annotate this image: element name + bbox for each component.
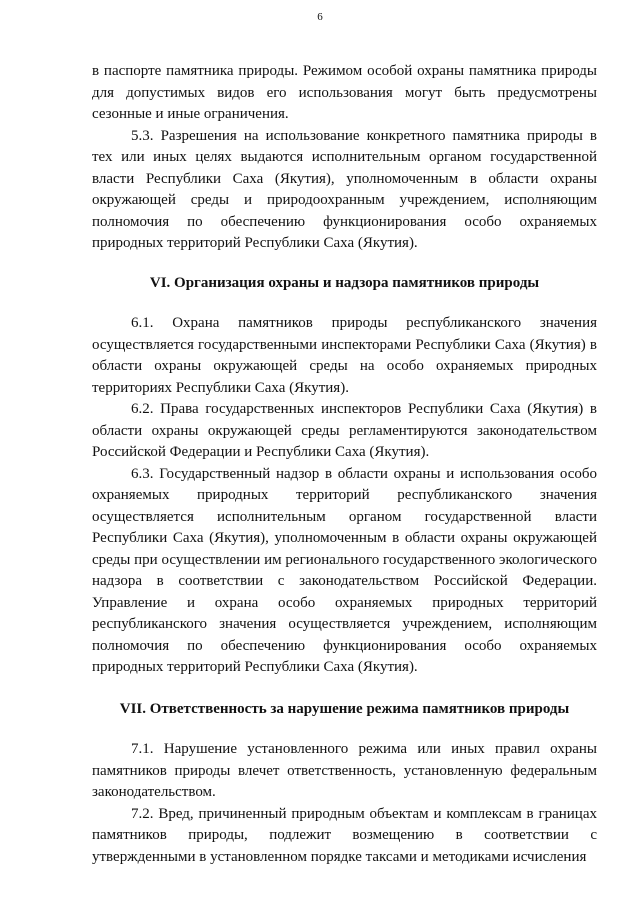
paragraph-7-1: 7.1. Нарушение установленного режима или иных правил охраны памятников природы влечет ответственность, установленную федеральным законодательством. [92, 741, 597, 800]
paragraph-6-3: 6.3. Государственный надзор в области охраны и использования особо охраняемых природных территорий республиканского значения осуществляется исполнительным органом государственной власти Республики Саха (Якутия), уполномоченным в области охраны окружающей среды при осуществлении им регионального государственного экологического надзора в соответствии с законодательством Российской Федерации. Управление и охрана особо охраняемых природных территорий республиканского значения осуществляется учреждением, исполняющим полномочия по обеспечению функционирования особо охраняемых природных территорий Республики Саха (Якутия). [92, 465, 597, 675]
section-6-heading: VI. Организация охраны и надзора памятников природы [149, 274, 540, 291]
paragraph-continuation: в паспорте памятника природы. Режимом особой охраны памятника природы для допустимых видов его использования могут быть предусмотрены сезонные и иные ограничения. [92, 63, 597, 122]
paragraph-7-2: 7.2. Вред, причиненный природным объектам и комплексам в границах памятников природы, подлежит возмещению в соответствии с утвержденными в установленном порядке таксами и методиками исчисления [92, 805, 597, 865]
page-number: 6 [317, 11, 323, 23]
page-content [92, 61, 597, 868]
paragraph-5-3: 5.3. Разрешения на использование конкретного памятника природы в тех или иных целях выдаются исполнительным органом государственной власти Республики Саха (Якутия), уполномоченным в области охраны окружающей среды и природоохранным учреждением, исполняющим полномочия по обеспечению функционирования особо охраняемых природных территорий Республики Саха (Якутия). [92, 127, 597, 251]
paragraph-6-1: 6.1. Охрана памятников природы республиканского значения осуществляется государственными инспекторами Республики Саха (Якутия) в области охраны окружающей среды на особо охраняемых природных территориях Республики Саха (Якутия). [92, 315, 597, 396]
section-7-heading: VII. Ответственность за нарушение режима памятников природы [119, 700, 570, 717]
paragraph-6-2: 6.2. Права государственных инспекторов Республики Саха (Якутия) в области охраны окружающей среды регламентируются законодательством Российской Федерации и Республики Саха (Якутия). [92, 401, 597, 460]
